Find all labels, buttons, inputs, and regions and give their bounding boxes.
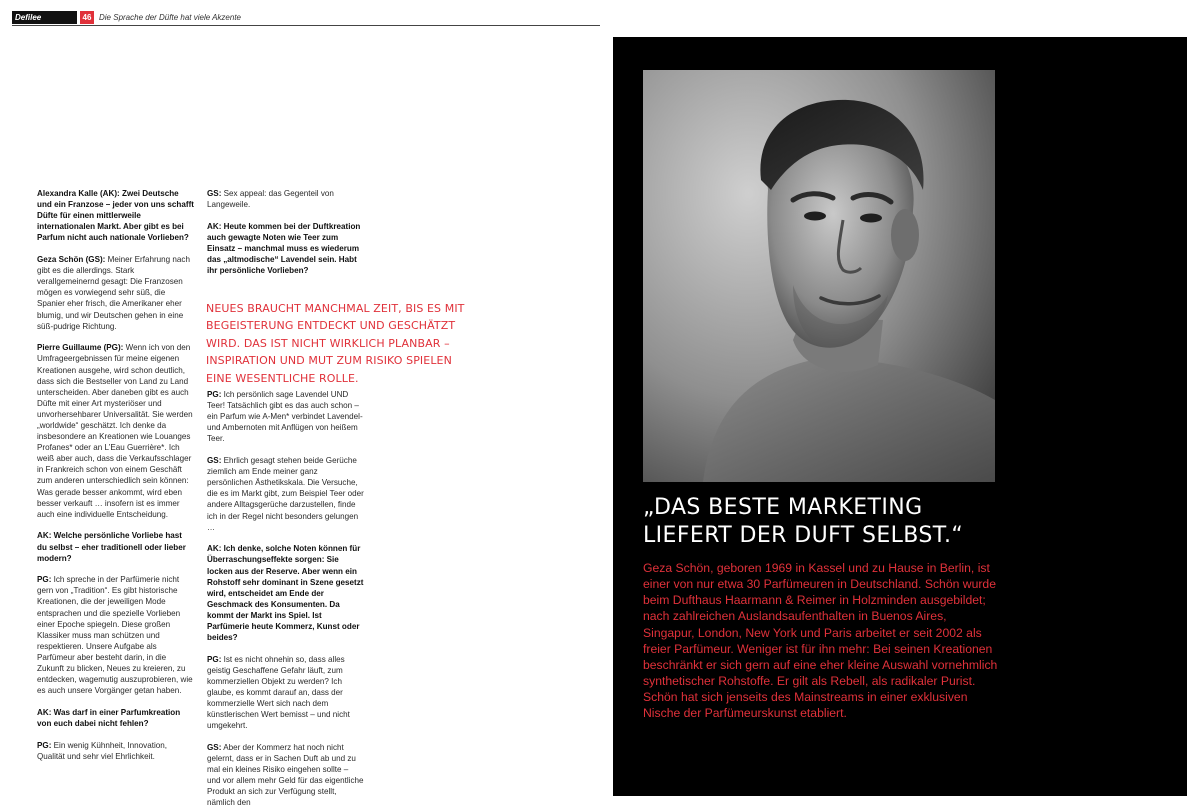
interview-answer: GS: Sex appeal: das Gegenteil von Langeweile. bbox=[207, 189, 334, 210]
headline-quote-line-1: „DAS BESTE MARKETING bbox=[643, 495, 923, 520]
interview-column-1 bbox=[37, 188, 194, 772]
portrait-photo bbox=[643, 70, 995, 482]
speaker-label: PG: bbox=[207, 654, 222, 664]
interview-answer: PG: Ich persönlich sage Lavendel UND Teer! Tatsächlich gibt es das auch schon – ein Parfum wie A-Men* verbindet Lavendel- und Ambernoten mit Anflügen von heißem Teer. bbox=[207, 390, 363, 444]
interview-answer: Pierre Guillaume (PG): Wenn ich von den Umfrageergebnissen für meine eigenen Kreationen ausgehe, wird schon deutlich, dass sich die Bestseller von Land zu Land unterscheiden. Aber daneben gibt es auch Düfte mit einer Art mysteriöser und unvorhersehbarer Universalität. Sie werden „worldwide“ geschätzt. Ich denke da insbesondere an Kreationen wie Louanges Profanes* oder an L’Eau Guerrière*. Ich weiß aber auch, dass die Verkaufsschlager in Frankreich schon von einem Geschäft zum anderen unterschiedlich sein können: Was gerade besser ankommt, wird eben besser verkauft … insofern ist es immer auch eine individuelle Entscheidung. bbox=[37, 343, 193, 519]
interview-answer: PG: Ist es nicht ohnehin so, dass alles geistig Geschaffene Gefahr läuft, zum kommerziellen Objekt zu werden? Ich glaube, es kommt darauf an, dass der kommerzielle Wert sich nach dem künstlerischen Wert bemisst – und nicht umgekehrt. bbox=[207, 654, 350, 731]
interview-answer: Geza Schön (GS): Meiner Erfahrung nach gibt es die allerdings. Stark verallgemeinernd gesagt: Die Franzosen mögen es vorwiegend sehr süß, die Spanier eher frisch, die Amerikaner eher blumig, und wir Deutschen gehen in eine süß-pudrige Richtung. bbox=[37, 255, 190, 331]
pull-quote: NEUES BRAUCHT MANCHMAL ZEIT, BIS ES MIT BEGEISTERUNG ENTDECKT UND GESCHÄTZT WIRD. DAS IST NICHT WIRKLICH PLANBAR – INSPIRATION UND MUT ZUM RISIKO SPIELEN EINE WESENTLICHE ROLLE. bbox=[206, 302, 465, 385]
speaker-label: Geza Schön (GS): bbox=[37, 255, 106, 265]
interview-answer: PG: Ich spreche in der Parfümerie nicht gern von „Tradition“. Es gibt historische Kreationen, die der jeweiligen Mode entsprachen und die spezielle Vorlieben einer Epoche spiegeln. Diese großen Klassiker muss man schützen und respektieren. Unsere Aufgabe als Parfümeur aber besteht darin, in die Zukunft zu blicken, Neues zu kreieren, zu entdecken, wagemutig auszuprobieren, wie es auch unsere Vorgänger getan haben. bbox=[37, 575, 193, 696]
speaker-label: PG: bbox=[37, 575, 52, 585]
interview-column-2-top bbox=[207, 188, 364, 287]
interview-column-2-bottom bbox=[207, 389, 364, 809]
speaker-label: PG: bbox=[37, 740, 52, 750]
section-name: Defilee bbox=[15, 13, 42, 22]
headline-quote-line-2: LIEFERT DER DUFT SELBST.“ bbox=[643, 523, 964, 548]
interview-question: AK: Ich denke, solche Noten können für Überraschungseffekte sorgen: Sie locken aus der Reserve. Aber wenn ein Rohstoff sehr dominant in Szene gesetzt wird, entscheidet am Ende der Geschmack des Konsumenten. Da kommt der Markt ins Spiel. Ist Parfümerie heute Kommerz, Kunst oder beides? bbox=[207, 544, 364, 643]
speaker-label: GS: bbox=[207, 456, 222, 466]
speaker-label: GS: bbox=[207, 189, 222, 198]
headline-quote bbox=[643, 494, 1003, 550]
running-title: Die Sprache der Düfte hat viele Akzente bbox=[99, 13, 242, 22]
speaker-label: Pierre Guillaume (PG): bbox=[37, 343, 124, 353]
header-rule bbox=[12, 25, 600, 26]
interview-question: Alexandra Kalle (AK): Zwei Deutsche und ein Franzose – jeder von uns schafft Düfte für einen mittlerweile internationalen Markt. Aber gibt es bei Parfum nicht auch nationale Vorlieben? bbox=[37, 189, 194, 243]
interview-answer: GS: Aber der Kommerz hat noch nicht gelernt, dass er in Sachen Duft ab und zu mal ein kleines Risiko eingehen sollte – und vor allem mehr Geld für das eigentliche Produkt an sich zur Verfügung stellt, nämlich den bbox=[207, 743, 364, 808]
interview-question: AK: Welche persönliche Vorliebe hast du selbst – eher traditionell oder lieber modern? bbox=[37, 531, 186, 563]
bio-paragraph: Geza Schön, geboren 1969 in Kassel und zu Hause in Berlin, ist einer von nur etwa 30 Parfümeuren in Deutschland. Schön wurde beim Dufthaus Haarmann & Reimer in Holzminden ausgebildet; nach zahlreichen Auslandsaufenthalten in Buenos Aires, Singapur, London, New York und Paris arbeitet er seit 2002 als freier Parfümeur. Weniger ist für ihn mehr: Bei seinen Kreationen beschränkt er sich gern auf eine eher kleine Auswahl vornehmlich synthetischer Rohstoffe. Er gilt als Rebell, als radikaler Purist. Schön hat sich jenseits des Mainstreams in einer exklusiven Nische der Parfümeurskunst etabliert. bbox=[643, 561, 998, 721]
speaker-label: PG: bbox=[207, 390, 222, 399]
interview-answer: PG: Ein wenig Kühnheit, Innovation, Qualität und sehr viel Ehrlichkeit. bbox=[37, 740, 168, 761]
interview-answer: GS: Ehrlich gesagt stehen beide Gerüche ziemlich am Ende meiner ganz persönlichen Ästhetikskala. Die Versuche, die es im Markt gibt, zum Beispiel Teer oder andere Alltagsgerüche darzustellen, finde ich in der Regel nicht besonders gelungen … bbox=[207, 456, 364, 532]
page-number: 46 bbox=[80, 11, 94, 24]
interview-question: AK: Heute kommen bei der Duftkreation auch gewagte Noten wie Teer zum Einsatz – manchmal muss es wiederum das „altmodische“ Lavendel sein. Habt ihr persönliche Vorlieben? bbox=[207, 221, 361, 276]
interview-question: AK: Was darf in einer Parfumkreation von euch dabei nicht fehlen? bbox=[37, 707, 181, 728]
speaker-label: GS: bbox=[207, 743, 222, 752]
